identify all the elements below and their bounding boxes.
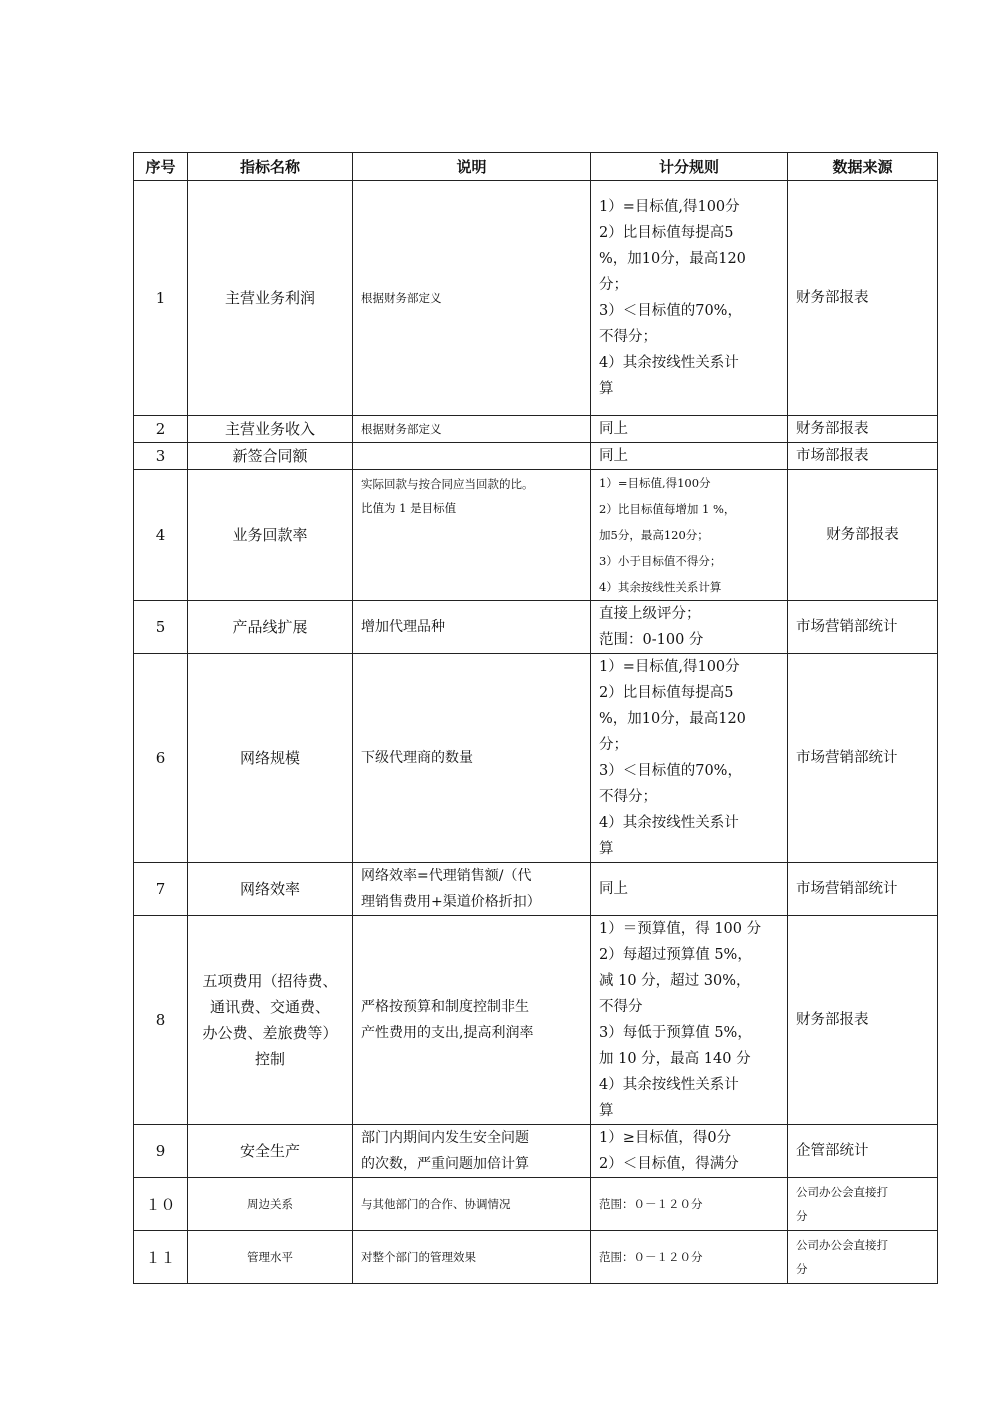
indicator-name-line: 办公费、差旅费等） <box>202 1024 338 1042</box>
table-row <box>134 470 938 601</box>
indicator-name: 管理水平 <box>188 1231 353 1284</box>
row-index: 5 <box>134 601 188 654</box>
rule-line: 3）小于目标值不得分； <box>599 554 722 568</box>
row-index: 1 <box>134 181 188 416</box>
rule-line: 3）每低于预算值 5%， <box>599 1025 752 1041</box>
description-line: 产性费用的支出,提高利润率 <box>361 1025 534 1041</box>
rule-line: 2）比目标值每提高5 <box>599 685 734 701</box>
row-index: 8 <box>134 916 188 1125</box>
row-index: 3 <box>134 443 188 470</box>
rule-line: 1）=目标值,得100分 <box>599 199 740 215</box>
indicator-name: 主营业务利润 <box>188 181 353 416</box>
rule-line: 分； <box>599 277 628 293</box>
rule-line: 分； <box>599 737 628 753</box>
rule-line: 加5分，最高120分； <box>599 528 709 542</box>
header-index: 序号 <box>134 153 188 181</box>
description <box>353 1125 591 1178</box>
indicator-name <box>188 916 353 1125</box>
table-row <box>134 443 938 470</box>
description: 根据财务部定义 <box>353 416 591 443</box>
indicator-name: 周边关系 <box>188 1178 353 1231</box>
data-source-line: 分 <box>796 1209 808 1223</box>
data-source <box>788 1178 938 1231</box>
data-source: 财务部报表 <box>788 916 938 1125</box>
rule-line: %，加10分，最高120 <box>599 251 746 267</box>
rule-line: 算 <box>599 841 614 857</box>
indicator-name-line: 通讯费、交通费、 <box>209 998 330 1016</box>
data-source: 市场营销部统计 <box>788 654 938 863</box>
rule-line: 2）每超过预算值 5%， <box>599 947 752 963</box>
indicator-name: 主营业务收入 <box>188 416 353 443</box>
scoring-rule <box>591 181 788 416</box>
scoring-rule <box>591 654 788 863</box>
scoring-rule <box>591 1178 788 1231</box>
data-source: 财务部报表 <box>788 470 938 601</box>
description: 增加代理品种 <box>353 601 591 654</box>
rule-line: 3）＜目标值的70%， <box>599 303 742 319</box>
rule-line: 同上 <box>599 448 628 464</box>
description: 对整个部门的管理效果 <box>353 1231 591 1284</box>
description-line: 的次数，严重问题加倍计算 <box>361 1156 529 1172</box>
rule-line: 减 10 分，超过 30%， <box>599 973 751 989</box>
scoring-rule <box>591 916 788 1125</box>
kpi-table <box>133 152 938 1284</box>
table-row <box>134 916 938 1125</box>
indicator-name: 业务回款率 <box>188 470 353 601</box>
header-description: 说明 <box>353 153 591 181</box>
indicator-name-line: 控制 <box>254 1050 285 1068</box>
scoring-rule <box>591 863 788 916</box>
table-row <box>134 654 938 863</box>
data-source <box>788 1231 938 1284</box>
scoring-rule <box>591 416 788 443</box>
rule-line: 范围：０－１２０分 <box>599 1197 703 1211</box>
rule-line: 1）=目标值,得100分 <box>599 659 740 675</box>
description-line: 严格按预算和制度控制非生 <box>361 999 529 1015</box>
rule-line: 2）比目标值每增加 1 %， <box>599 502 736 516</box>
description-line: 比值为 1 是目标值 <box>361 501 457 515</box>
data-source-line: 公司办公会直接打 <box>796 1185 888 1199</box>
indicator-name: 新签合同额 <box>188 443 353 470</box>
rule-line: 1）=目标值,得100分 <box>599 476 711 490</box>
table-row <box>134 416 938 443</box>
data-source: 财务部报表 <box>788 416 938 443</box>
data-source: 市场营销部统计 <box>788 601 938 654</box>
description <box>353 916 591 1125</box>
row-index: 4 <box>134 470 188 601</box>
scoring-rule <box>591 1125 788 1178</box>
rule-line: 算 <box>599 381 614 397</box>
rule-line: 2）比目标值每提高5 <box>599 225 734 241</box>
rule-line: 2）＜目标值，得满分 <box>599 1156 739 1172</box>
scoring-rule <box>591 601 788 654</box>
description <box>353 863 591 916</box>
rule-line: 3）＜目标值的70%， <box>599 763 742 779</box>
row-index: 2 <box>134 416 188 443</box>
rule-line: 同上 <box>599 421 628 437</box>
indicator-name: 安全生产 <box>188 1125 353 1178</box>
row-index: １０ <box>134 1178 188 1231</box>
rule-line: 4）其余按线性关系计算 <box>599 580 722 594</box>
rule-line: 不得分； <box>599 329 657 345</box>
row-index: 9 <box>134 1125 188 1178</box>
data-source: 市场部报表 <box>788 443 938 470</box>
rule-line: 4）其余按线性关系计 <box>599 1077 739 1093</box>
table-row <box>134 863 938 916</box>
description-line: 部门内期间内发生安全问题 <box>361 1130 529 1146</box>
data-source-line: 分 <box>796 1262 808 1276</box>
description: 下级代理商的数量 <box>353 654 591 863</box>
rule-line: 1）＝预算值，得 100 分 <box>599 921 762 937</box>
rule-line: 4）其余按线性关系计 <box>599 815 739 831</box>
rule-line: 不得分 <box>599 999 643 1015</box>
rule-line: 直接上级评分； <box>599 606 701 622</box>
data-source-line: 公司办公会直接打 <box>796 1238 888 1252</box>
rule-line: 范围：０－１２０分 <box>599 1250 703 1264</box>
indicator-name: 网络效率 <box>188 863 353 916</box>
scoring-rule <box>591 1231 788 1284</box>
data-source: 财务部报表 <box>788 181 938 416</box>
description-line: 网络效率=代理销售额/（代 <box>361 868 532 884</box>
header-indicator-name: 指标名称 <box>188 153 353 181</box>
rule-line: %，加10分，最高120 <box>599 711 746 727</box>
rule-line: 加 10 分，最高 140 分 <box>599 1051 751 1067</box>
indicator-name: 网络规模 <box>188 654 353 863</box>
description-line: 实际回款与按合同应当回款的比。 <box>361 477 534 491</box>
data-source: 市场营销部统计 <box>788 863 938 916</box>
description: 根据财务部定义 <box>353 181 591 416</box>
rule-line: 不得分； <box>599 789 657 805</box>
data-source: 企管部统计 <box>788 1125 938 1178</box>
row-index: 6 <box>134 654 188 863</box>
row-index: 7 <box>134 863 188 916</box>
indicator-name-line: 五项费用（招待费、 <box>202 972 338 990</box>
rule-line: 1）≥目标值，得0分 <box>599 1130 732 1146</box>
header-scoring-rule: 计分规则 <box>591 153 788 181</box>
row-index: １１ <box>134 1231 188 1284</box>
table-row <box>134 1178 938 1231</box>
scoring-rule <box>591 470 788 601</box>
indicator-name: 产品线扩展 <box>188 601 353 654</box>
table-row <box>134 1231 938 1284</box>
rule-line: 同上 <box>599 881 628 897</box>
description-line: 理销售费用+渠道价格折扣） <box>361 894 541 910</box>
scoring-rule <box>591 443 788 470</box>
header-data-source: 数据来源 <box>788 153 938 181</box>
description <box>353 443 591 470</box>
rule-line: 4）其余按线性关系计 <box>599 355 739 371</box>
table-row <box>134 181 938 416</box>
table-row <box>134 1125 938 1178</box>
description: 与其他部门的合作、协调情况 <box>353 1178 591 1231</box>
header-row <box>134 153 938 181</box>
table-row <box>134 601 938 654</box>
rule-line: 算 <box>599 1103 614 1119</box>
description <box>353 470 591 601</box>
rule-line: 范围：0-100 分 <box>599 632 704 648</box>
